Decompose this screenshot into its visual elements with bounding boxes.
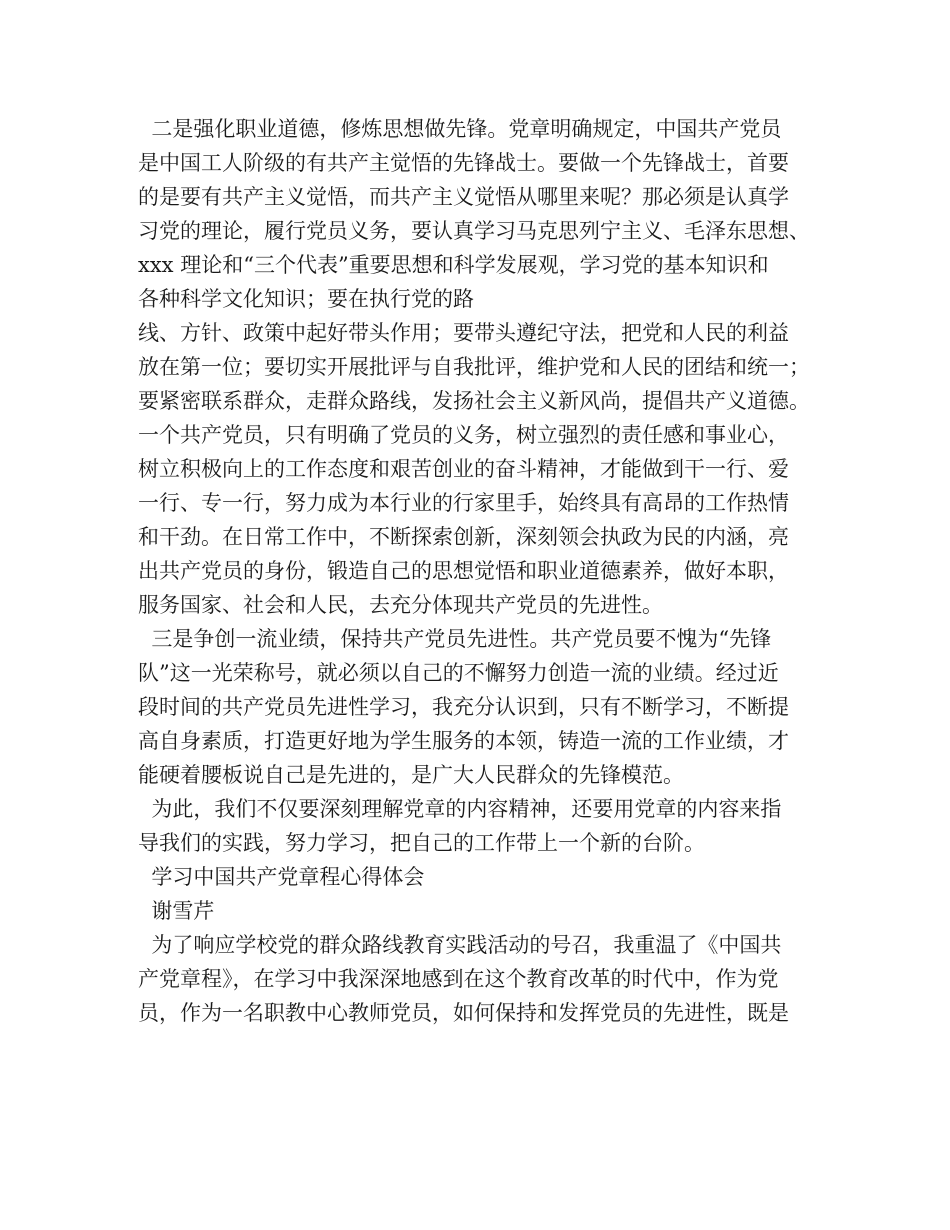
text-line: 要紧密联系群众，走群众路线，发扬社会主义新风尚，提倡共产义道德。 bbox=[138, 389, 810, 413]
text-line: 三是争创一流业绩，保持共产党员先进性。共产党员要不愧为“先锋 bbox=[138, 627, 772, 651]
text-line: 放在第一位；要切实开展批评与自我批评，维护党和人民的团结和统一； bbox=[138, 355, 810, 379]
text-line: 为此，我们不仅要深刻理解党章的内容精神，还要用党章的内容来指 bbox=[138, 797, 782, 821]
section-heading: 学习中国共产党章程心得体会 bbox=[138, 865, 425, 889]
text-line: 服务国家、社会和人民，去充分体现共产党员的先进性。 bbox=[138, 593, 663, 617]
text-line: 出共产党员的身份，锻造自己的思想觉悟和职业道德素养，做好本职， bbox=[138, 559, 789, 583]
text-line: 产党章程》，在学习中我深深地感到在这个教育改革的时代中，作为党 bbox=[138, 967, 779, 991]
text-line: 段时间的共产党员先进性学习，我充分认识到，只有不断学习，不断提 bbox=[138, 695, 789, 719]
text-line: 为了响应学校党的群众路线教育实践活动的号召，我重温了《中国共 bbox=[138, 933, 782, 957]
author-name: 谢雪芹 bbox=[138, 899, 215, 923]
document-body bbox=[138, 112, 838, 1030]
text-line: xxx 理论和“三个代表”重要思想和科学发展观，学习党的基本知识和 bbox=[138, 253, 769, 277]
text-line: 队”这一光荣称号，就必须以自己的不懈努力创造一流的业绩。经过近 bbox=[138, 661, 779, 685]
text-line: 是中国工人阶级的有共产主觉悟的先锋战士。要做一个先锋战士，首要 bbox=[138, 151, 789, 175]
text-line: 各种科学文化知识；要在执行党的路 bbox=[138, 287, 474, 311]
text-line: 导我们的实践，努力学习，把自己的工作带上一个新的台阶。 bbox=[138, 831, 705, 855]
text-line: 一个共产党员，只有明确了党员的义务，树立强烈的责任感和事业心， bbox=[138, 423, 789, 447]
text-line: 线、方针、政策中起好带头作用；要带头遵纪守法，把党和人民的利益 bbox=[138, 321, 789, 345]
text-line: 高自身素质，打造更好地为学生服务的本领，铸造一流的工作业绩，才 bbox=[138, 729, 789, 753]
text-line: 二是强化职业道德，修炼思想做先锋。党章明确规定，中国共产党员 bbox=[138, 117, 782, 141]
text-line: 习党的理论，履行党员义务，要认真学习马克思列宁主义、毛泽东思想、 bbox=[138, 219, 810, 243]
text-line: 树立积极向上的工作态度和艰苦创业的奋斗精神，才能做到干一行、爱 bbox=[138, 457, 789, 481]
text-line: 员，作为一名职教中心教师党员，如何保持和发挥党员的先进性，既是 bbox=[138, 1001, 789, 1025]
text-line: 和干劲。在日常工作中，不断探索创新，深刻领会执政为民的内涵，亮 bbox=[138, 525, 789, 549]
text-line: 的是要有共产主义觉悟，而共产主义觉悟从哪里来呢？那必须是认真学 bbox=[138, 185, 789, 209]
text-line: 一行、专一行，努力成为本行业的行家里手，始终具有高昂的工作热情 bbox=[138, 491, 789, 515]
text-line: 能硬着腰板说自己是先进的，是广大人民群众的先锋模范。 bbox=[138, 763, 684, 787]
